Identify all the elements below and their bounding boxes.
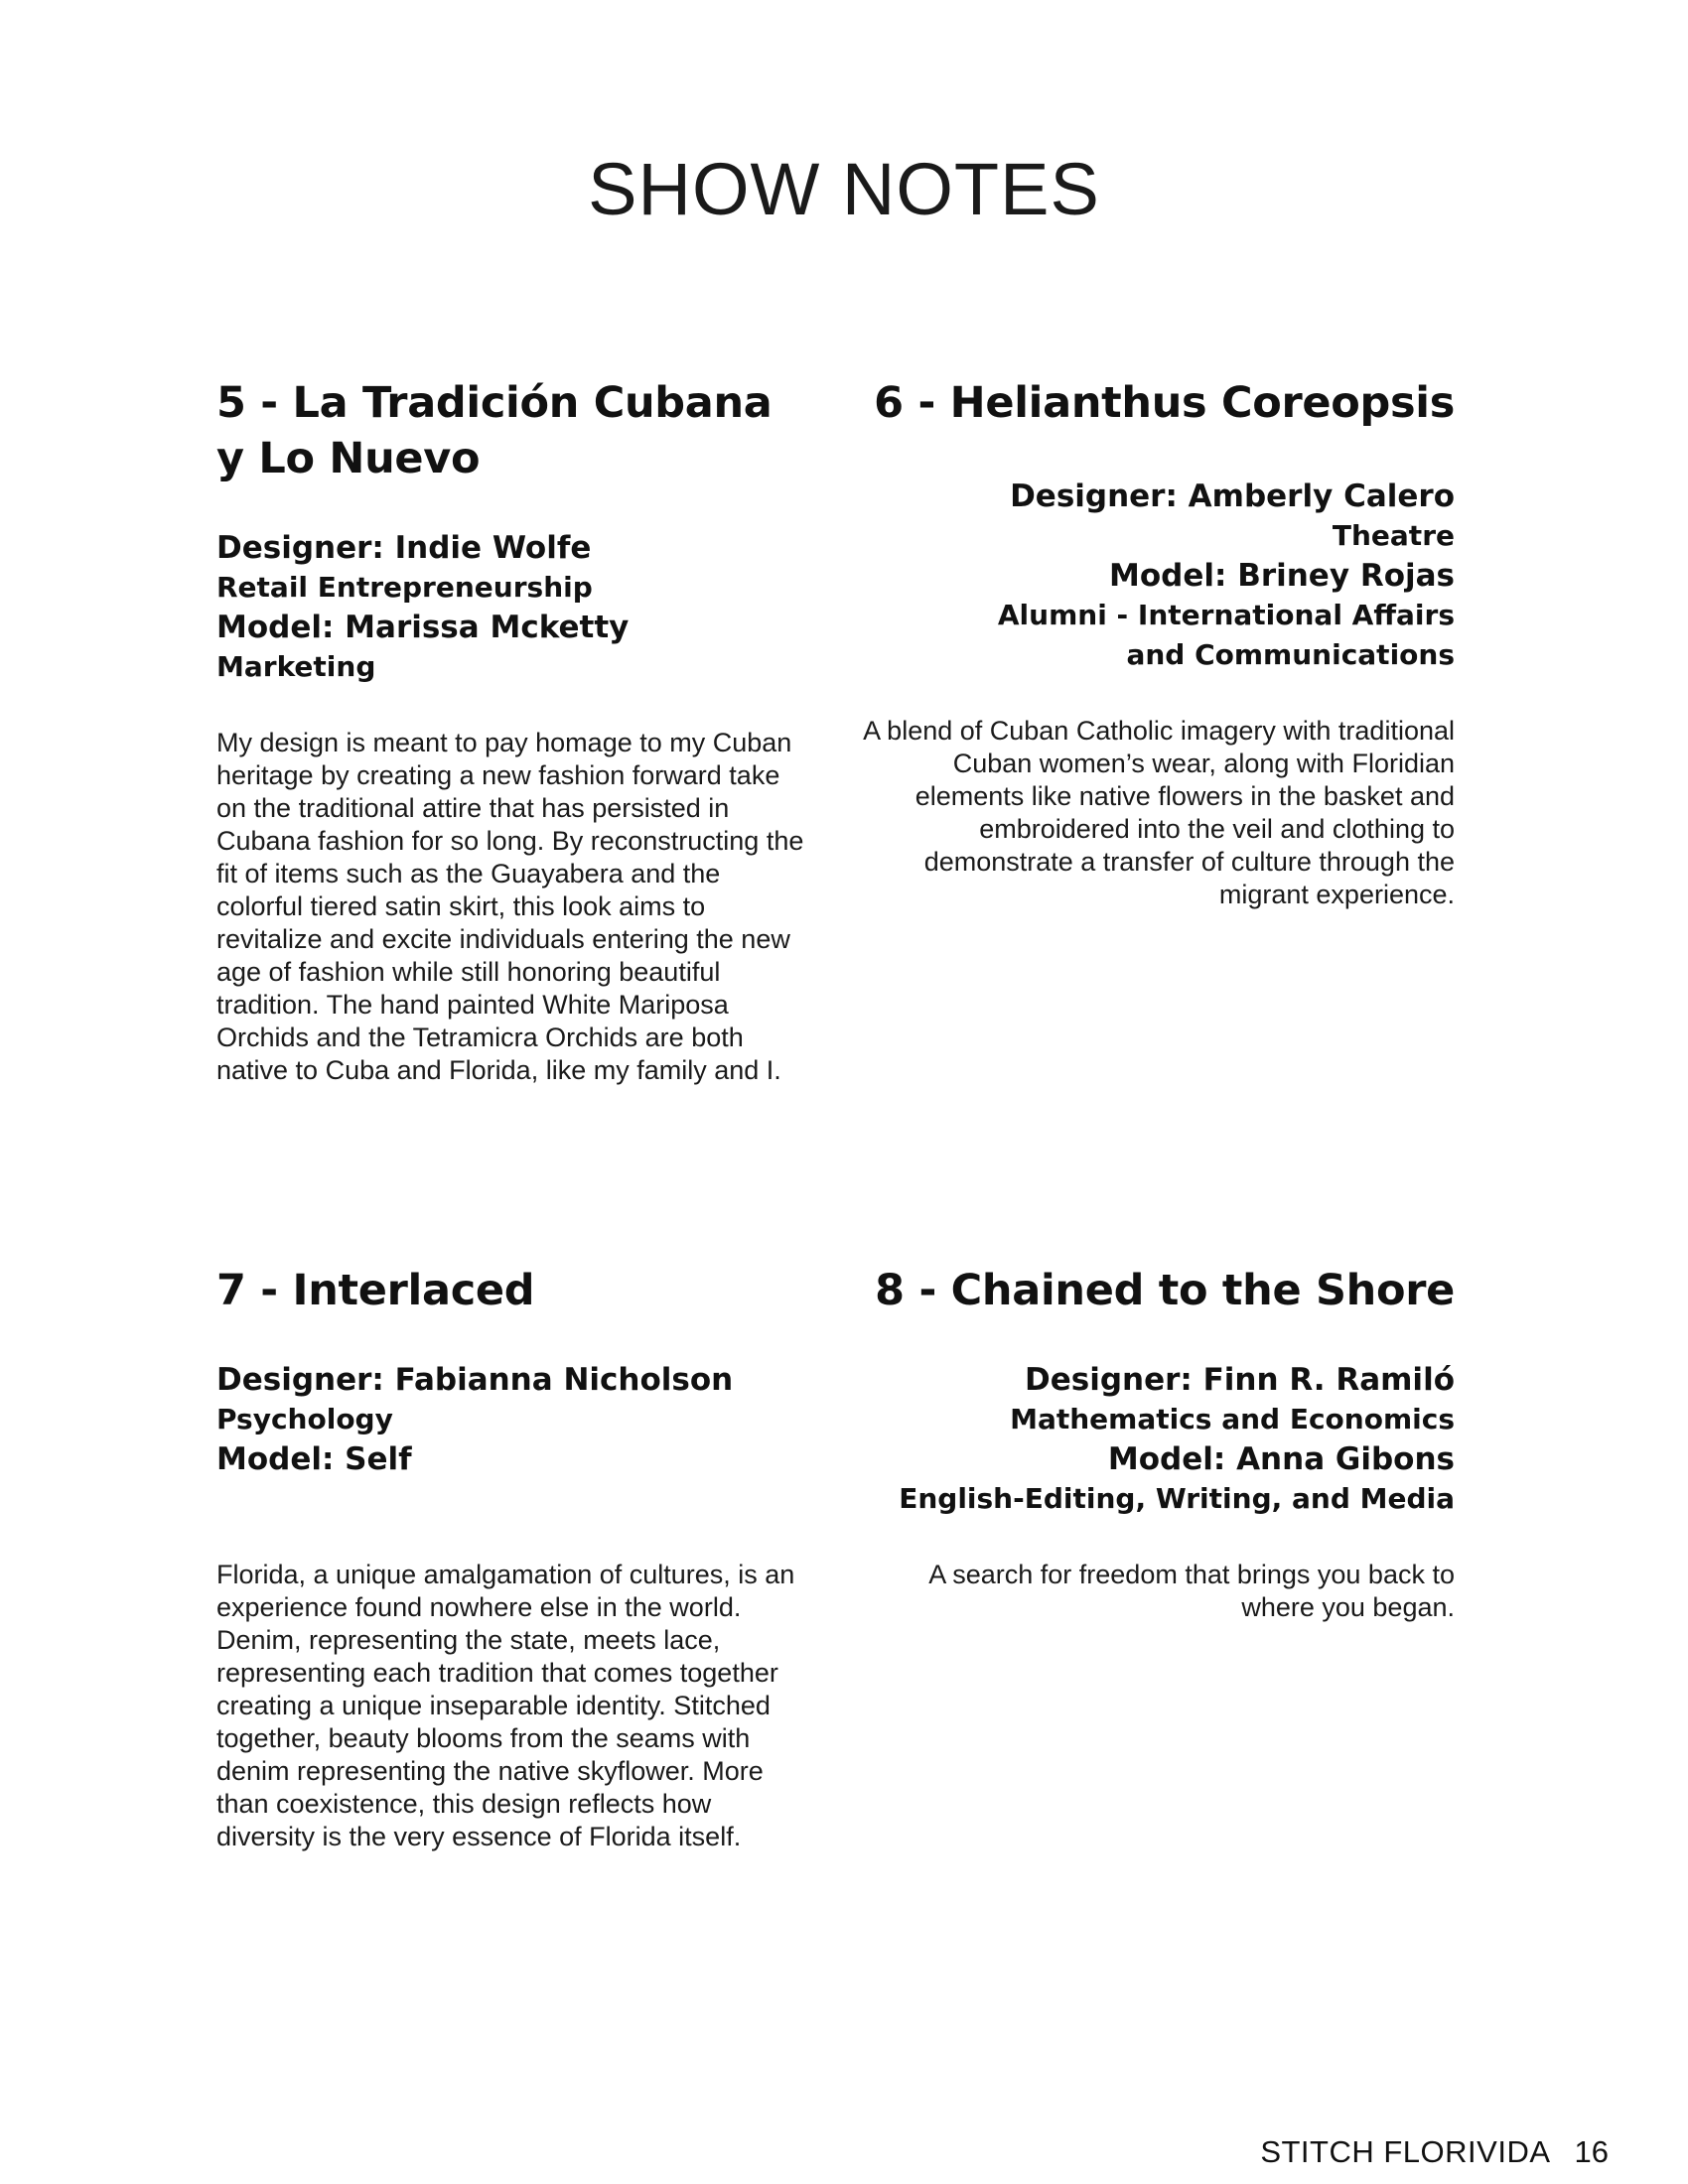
entry-description: A blend of Cuban Catholic imagery with traditional Cuban women’s wear, along with Floridian elements like native flowers in the basket and embroidered into the veil and clothing to demonstrate a transfer of culture through the migrant experience.	[863, 716, 1455, 909]
model-name: Model: Briney Rojas	[1109, 558, 1455, 594]
designer-department: Mathematics and Economics	[1010, 1403, 1455, 1435]
entry-description: My design is meant to pay homage to my Cuban heritage by creating a new fashion forward take on the traditional attire that has persisted in Cubana fashion for so long. By reconstructing the fit of items such as the Guayabera and the colorful tiered satin skirt, this look aims to revitalize and excite individuals entering the new age of fashion while still honoring beautiful tradition. The hand painted White Mariposa Orchids and the Tetramicra Orchids are both native to Cuba and Florida, like my family and I.	[216, 728, 804, 1085]
designer-department: Retail Entrepreneurship	[216, 571, 593, 604]
model-department-line-2: and Communications	[1126, 638, 1455, 671]
designer-name: Designer: Amberly Calero	[1010, 478, 1455, 514]
designer-department: Psychology	[216, 1403, 393, 1435]
page-title: SHOW NOTES	[588, 147, 1100, 230]
model-department: Marketing	[216, 650, 376, 683]
show-note-entry-5	[216, 375, 872, 1114]
publication-name: STITCH FLORIVIDA	[1260, 2134, 1551, 2169]
entry-title: 6 - Helianthus Coreopsis	[874, 378, 1455, 428]
show-note-entry-8	[799, 1263, 1455, 1651]
model-department-line-1: Alumni - International Affairs	[997, 599, 1455, 631]
designer-name: Designer: Indie Wolfe	[216, 530, 592, 566]
model-name: Model: Self	[216, 1441, 412, 1477]
designer-name: Designer: Fabianna Nicholson	[216, 1362, 734, 1398]
entry-title	[216, 375, 872, 486]
entry-title: 8 - Chained to the Shore	[875, 1266, 1455, 1315]
entry-credits	[799, 477, 1455, 675]
show-note-entry-6	[799, 375, 1455, 938]
entry-credits	[799, 1360, 1455, 1519]
page-number: 16	[1574, 2134, 1609, 2169]
entry-title: 7 - Interlaced	[216, 1266, 535, 1315]
model-name: Model: Marissa Mcketty	[216, 610, 630, 645]
entry-description: A search for freedom that brings you back to where you began.	[928, 1560, 1455, 1622]
entry-title-line-1: 5 - La Tradición Cubana	[216, 378, 773, 428]
show-note-entry-7	[216, 1263, 872, 1880]
designer-name: Designer: Finn R. Ramiló	[1025, 1362, 1455, 1398]
page-footer	[1260, 2136, 1609, 2167]
entry-credits	[216, 1360, 872, 1479]
model-name: Model: Anna Gibons	[1107, 1441, 1455, 1477]
entry-credits	[216, 528, 872, 687]
entry-title-line-2: y Lo Nuevo	[216, 434, 481, 483]
model-department: English-Editing, Writing, and Media	[899, 1482, 1455, 1515]
designer-department: Theatre	[1332, 519, 1455, 552]
entry-description: Florida, a unique amalgamation of cultures, is an experience found nowhere else in the world. Denim, representing the state, meets lace, representing each tradition that comes together creating a unique inseparable identity. Stitched together, beauty blooms from the seams with denim representing the native skyflower. More than coexistence, this design reflects how diversity is the very essence of Florida itself.	[216, 1560, 795, 1851]
